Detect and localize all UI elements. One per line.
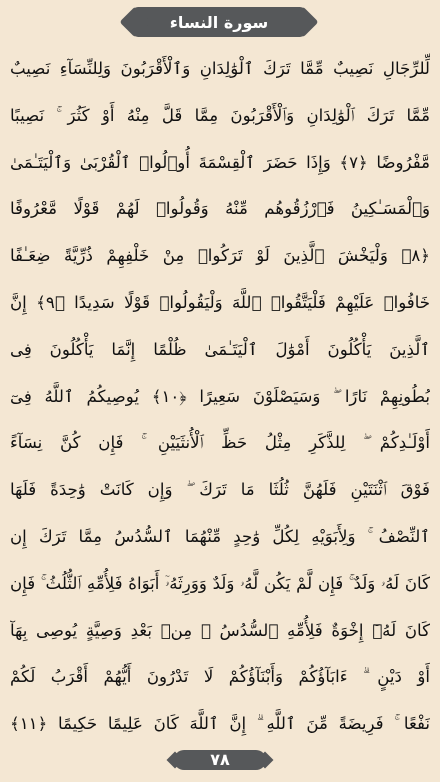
verse-line: خَافُوا۟ عَلَيْهِمْ فَلْيَتَّقُوا۟ ٱللَّهَ وَلْيَقُولُوا۟ قَوْلًا سَدِيدًا ﴿٩﴾ إِنَّ [10, 292, 430, 312]
verse-line: كَانَ لَهُۥ وَلَدٌ ۚ فَإِن لَّمْ يَكُن لَّهُۥ وَلَدٌ وَوَرِثَهُۥٓ أَبَوَاهُ فَلِأُمِّهِ ٱلثُّلُثُ ۚ فَإِن [10, 573, 430, 593]
verse-line: ٱلنِّصْفُ ۚ وَلِأَبَوَيْهِ لِكُلِّ وَٰحِدٍ مِّنْهُمَا ٱلسُّدُسُ مِمَّا تَرَكَ إِن [10, 526, 430, 546]
surah-header-banner [133, 7, 305, 37]
page-number-badge [174, 745, 266, 773]
verse-line: مِّمَّا تَرَكَ ٱلْوَٰلِدَانِ وَٱلْأَقْرَبُونَ مِمَّا قَلَّ مِنْهُ أَوْ كَثُرَ ۚ نَصِيبًا [10, 105, 430, 125]
page-number: ٧٨ [210, 750, 230, 769]
verse-line: ٱلَّذِينَ يَأْكُلُونَ أَمْوَٰلَ ٱلْيَتَـٰمَىٰ ظُلْمًا إِنَّمَا يَأْكُلُونَ فِى [10, 339, 430, 359]
verse-line: بُطُونِهِمْ نَارًا ۖ وَسَيَصْلَوْنَ سَعِيرًا ﴿١٠﴾ يُوصِيكُمُ ٱللَّهُ فِىٓ [10, 386, 430, 406]
verse-line: لِّلرِّجَالِ نَصِيبٌ مِّمَّا تَرَكَ ٱلْوَٰلِدَانِ وَٱلْأَقْرَبُونَ وَلِلنِّسَآءِ نَصِيبٌ [10, 59, 430, 78]
verse-line: أَوْ دَيْنٍ ۗ ءَابَآؤُكُمْ وَأَبْنَآؤُكُمْ لَا تَدْرُونَ أَيُّهُمْ أَقْرَبُ لَكُمْ [10, 667, 430, 687]
verse-line: مَّفْرُوضًا ﴿٧﴾ وَإِذَا حَضَرَ ٱلْقِسْمَةَ أُو۟لُوا۟ ٱلْقُرْبَىٰ وَٱلْيَتَـٰمَىٰ [10, 152, 430, 172]
verse-line: فَوْقَ ٱثْنَتَيْنِ فَلَهُنَّ ثُلُثَا مَا تَرَكَ ۖ وَإِن كَانَتْ وَٰحِدَةً فَلَهَا [10, 480, 430, 500]
verse-line: وَٱلْمَسَـٰكِينُ فَٱرْزُقُوهُم مِّنْهُ وَقُولُوا۟ لَهُمْ قَوْلًا مَّعْرُوفًا [10, 199, 430, 219]
verse-line: أَوْلَـٰدِكُمْ ۖ لِلذَّكَرِ مِثْلُ حَظِّ ٱلْأُنثَيَيْنِ ۚ فَإِن كُنَّ نِسَآءً [10, 433, 430, 453]
verse-line: كَانَ لَهُۥٓ إِخْوَةٌ فَلِأُمِّهِ ٱلسُّدُسُ ۚ مِنۢ بَعْدِ وَصِيَّةٍ يُوصِى بِهَآ [10, 620, 430, 640]
verses-block [10, 46, 430, 748]
surah-title: سورة النساء [169, 12, 269, 32]
verse-line: نَفْعًا ۚ فَرِيضَةً مِّنَ ٱللَّهِ ۗ إِنَّ ٱللَّهَ كَانَ عَلِيمًا حَكِيمًا ﴿١١﴾ [10, 714, 430, 734]
verse-line: ﴿٨﴾ وَلْيَخْشَ ٱلَّذِينَ لَوْ تَرَكُوا۟ مِنْ خَلْفِهِمْ ذُرِّيَّةً ضِعَـٰفًا [10, 246, 430, 266]
